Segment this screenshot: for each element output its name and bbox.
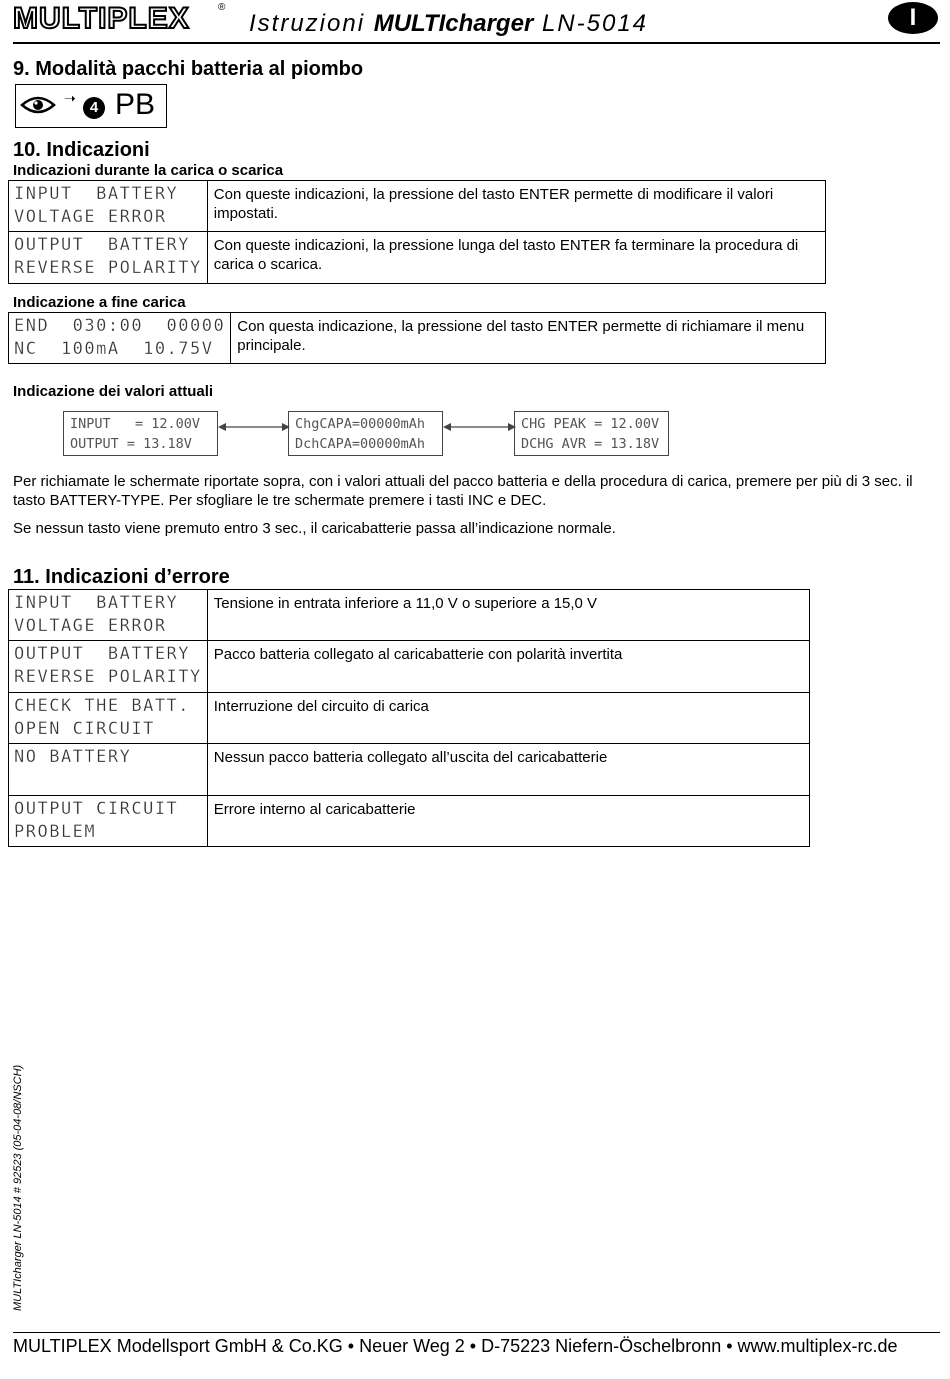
lcd-display: END 030:00 00000 NC 100mA 10.75V (14, 316, 226, 359)
end-charge-table (8, 312, 826, 364)
paragraph-timeout: Se nessun tasto viene premuto entro 3 sec., il caricabatterie passa all’indicazione normale. (13, 520, 616, 537)
lcd-screen-peak: CHG PEAK = 12.00V DCHG AVR = 13.18V (514, 411, 669, 456)
row-description: Interruzione del circuito di carica (213, 698, 429, 715)
lcd-screen-capacity: ChgCAPA=00000mAh DchCAPA=00000mAh (288, 411, 443, 456)
table-row (9, 590, 810, 641)
charge-indications-table (8, 180, 826, 284)
row-description: Con questa indicazione, la pressione del tasto ENTER permette di richiamare il menu principale. (237, 318, 805, 354)
section-11-title: 11. Indicazioni d’errore (13, 566, 230, 588)
table-row (9, 796, 810, 847)
side-document-code: MULTIcharger LN-5014 # 92523 (05-04-08/NSCH) (12, 1064, 24, 1311)
lcd-display: NO BATTERY (14, 747, 132, 767)
row-description: Tensione in entrata inferiore a 11,0 V o superiore a 15,0 V (213, 595, 598, 612)
lcd-display: OUTPUT BATTERY REVERSE POLARITY (14, 644, 202, 687)
lcd-display: INPUT BATTERY VOLTAGE ERROR (14, 184, 179, 227)
lcd-display: OUTPUT CIRCUIT PROBLEM (14, 799, 179, 842)
double-arrow-icon (443, 419, 516, 435)
double-arrow-icon (218, 419, 290, 435)
lcd-screen-voltage: INPUT = 12.00V OUTPUT = 13.18V (63, 411, 218, 456)
registered-mark: ® (218, 2, 226, 13)
lcd-display: CHECK THE BATT. OPEN CIRCUIT (14, 696, 191, 739)
table-row (9, 693, 810, 744)
arrow-icon: ➝ (64, 90, 76, 106)
row-description: Con queste indicazioni, la pressione del tasto ENTER permette di modificare il valori impostati. (213, 186, 774, 222)
table-row (9, 181, 826, 232)
subheading-during-charge: Indicazioni durante la carica o scarica (13, 162, 284, 179)
paragraph-instructions: Per richiamate le schermate riportate sopra, con i valori attuali del pacco batteria e della procedura di carica, premere per più di 3 sec. il tasto BATTERY-TYPE. Per sfogliare le tre schermate premere i tasti INC e DEC. (13, 473, 913, 509)
row-description: Con queste indicazioni, la pressione lunga del tasto ENTER fa terminare la procedura di carica o scarica. (213, 237, 799, 273)
language-badge: I (888, 2, 938, 34)
pb-label: PB (115, 88, 156, 121)
footer-address: MULTIPLEX Modellsport GmbH & Co.KG • Neuer Weg 2 • D-75223 Niefern-Öschelbronn • www.multiplex-rc.de (13, 1336, 898, 1356)
footer-rule (13, 1332, 940, 1333)
subheading-end-charge: Indicazione a fine carica (13, 294, 186, 311)
header-rule (13, 42, 940, 44)
brand-logo: MULTIPLEX (13, 2, 190, 35)
header-title: Istruzioni MULTIcharger LN-5014 (249, 10, 649, 37)
error-table (8, 589, 810, 847)
section-9-title: 9. Modalità pacchi batteria al piombo (13, 58, 364, 80)
table-row (9, 313, 826, 364)
section-10-title: 10. Indicazioni (13, 139, 150, 161)
table-row (9, 641, 810, 693)
table-row (9, 232, 826, 284)
row-description: Errore interno al caricabatterie (213, 801, 416, 818)
eye-icon (20, 95, 56, 115)
table-row (9, 744, 810, 796)
row-description: Pacco batteria collegato al caricabatterie con polarità invertita (213, 646, 623, 663)
lcd-display: INPUT BATTERY VOLTAGE ERROR (14, 593, 179, 636)
subheading-current-values: Indicazione dei valori attuali (13, 383, 214, 400)
lcd-display: OUTPUT BATTERY REVERSE POLARITY (14, 235, 202, 278)
number-4-badge: 4 (83, 97, 105, 119)
row-description: Nessun pacco batteria collegato all’uscita del caricabatterie (213, 749, 608, 766)
